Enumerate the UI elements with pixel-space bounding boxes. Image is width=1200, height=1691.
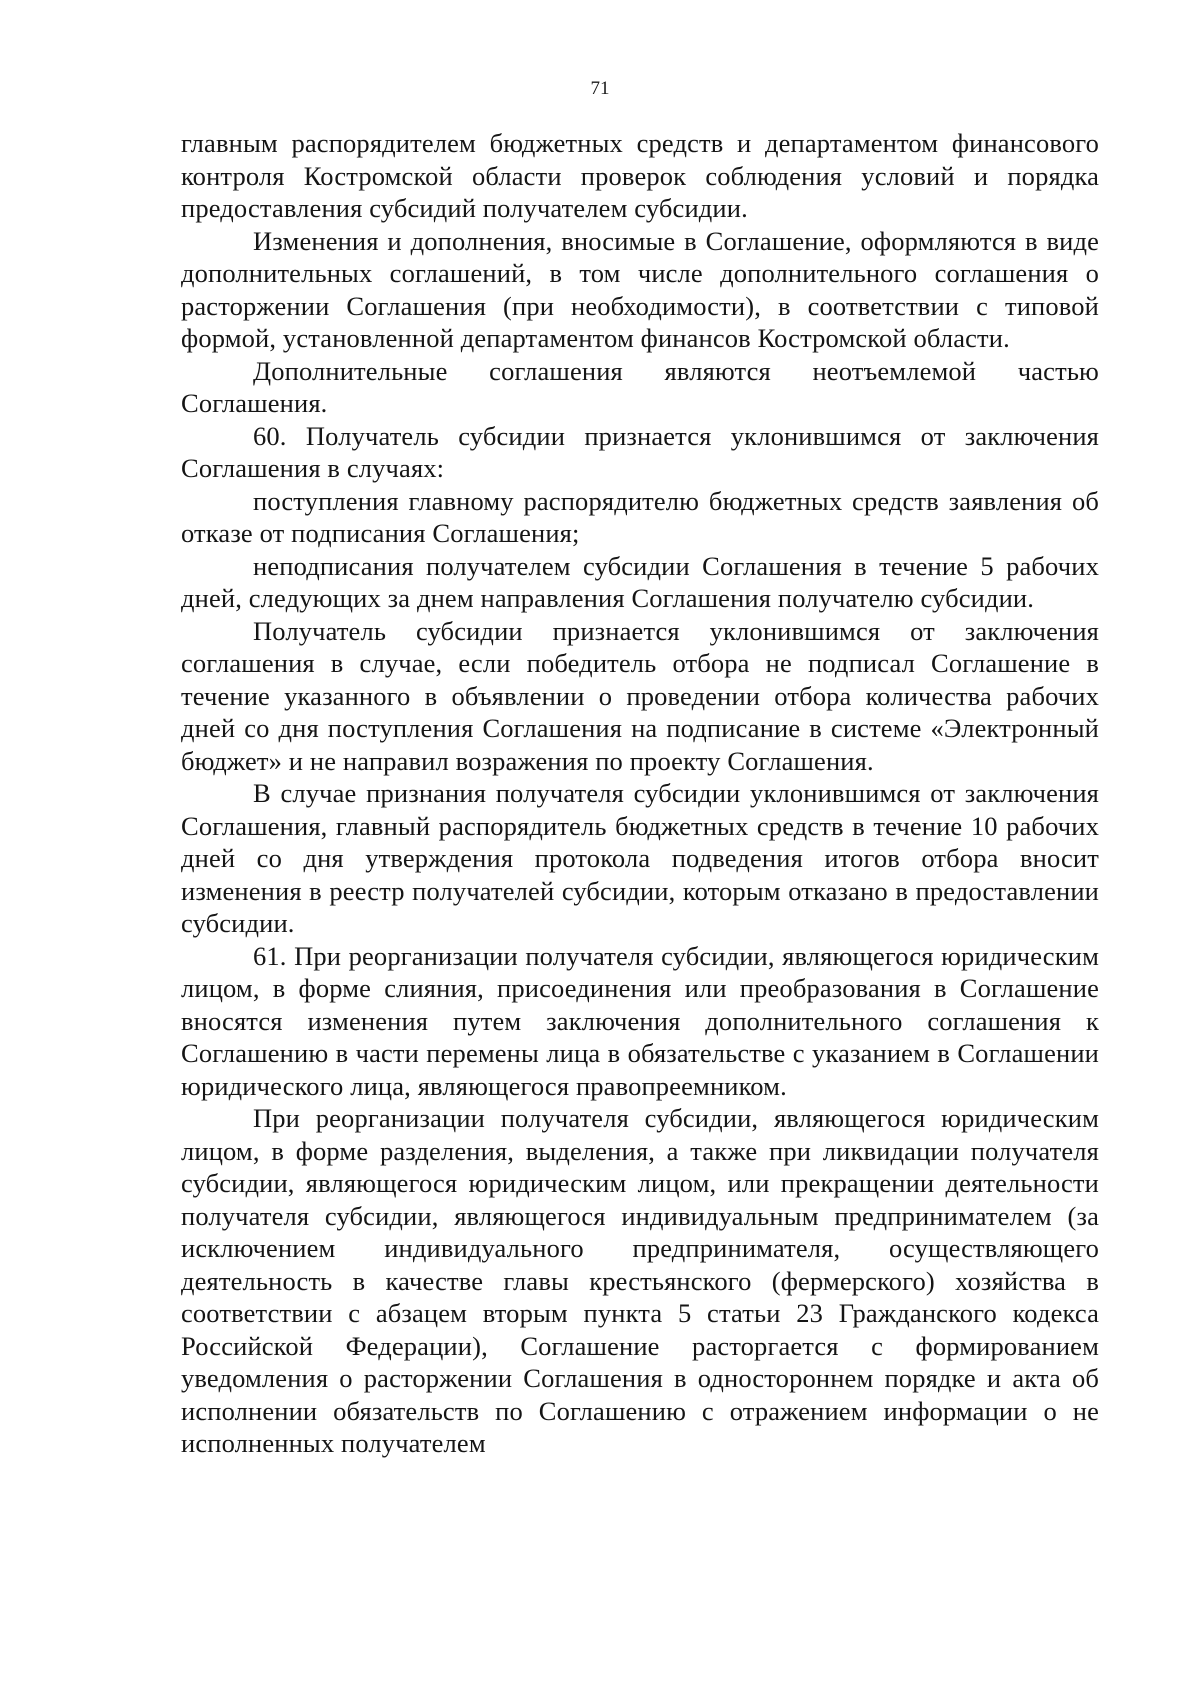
paragraph: В случае признания получателя субсидии уклонившимся от заключения Соглашения, главный распорядитель бюджетных средств в течение 10 рабочих дней со дня утверждения протокола подведения итогов отбора вносит изменения в реестр получателей субсидии, которым отказано в предоставлении субсидии. xyxy=(181,778,1099,938)
paragraph: поступления главному распорядителю бюджетных средств заявления об отказе от подписания Соглашения; xyxy=(181,485,1099,548)
paragraph: Получатель субсидии признается уклонившимся от заключения соглашения в случае, если победитель отбора не подписал Соглашение в течение указанного в объявлении о проведении отбора количества рабочих дней со дня поступления Соглашения на подписание в системе «Электронный бюджет» и не направил возражения по проекту Соглашения. xyxy=(181,615,1099,776)
paragraph: неподписания получателем субсидии Соглашения в течение 5 рабочих дней, следующих за днем направления Соглашения получателю субсидии. xyxy=(181,550,1099,613)
paragraph-item-61: 61. При реорганизации получателя субсидии, являющегося юридическим лицом, в форме слияния, присоединения или преобразования в Соглашение вносятся изменения путем заключения дополнительного соглашения к Соглашению в части перемены лица в обязательстве с указанием в Соглашении юридического лица, являющегося правопреемником. xyxy=(181,940,1099,1101)
document-body xyxy=(181,127,1099,1460)
paragraph: главным распорядителем бюджетных средств и департаментом финансового контроля Костромской области проверок соблюдения условий и порядка предоставления субсидий получателем субсидии. xyxy=(181,128,1099,223)
paragraph: Дополнительные соглашения являются неотъемлемой частью Соглашения. xyxy=(181,355,1099,418)
paragraph-item-60: 60. Получатель субсидии признается уклонившимся от заключения Соглашения в случаях: xyxy=(181,420,1099,483)
paragraph: Изменения и дополнения, вносимые в Соглашение, оформляются в виде дополнительных соглашений, в том числе дополнительного соглашения о расторжении Соглашения (при необходимости), в соответствии с типовой формой, установленной департаментом финансов Костромской области. xyxy=(181,225,1099,353)
page-number: 71 xyxy=(590,78,610,99)
paragraph: При реорганизации получателя субсидии, являющегося юридическим лицом, в форме разделения, выделения, а также при ликвидации получателя субсидии, являющегося юридическим лицом, или прекращении деятельности получателя субсидии, являющегося индивидуальным предпринимателем (за исключением индивидуального предпринимателя, осуществляющего деятельность в качестве главы крестьянского (фермерского) хозяйства в соответствии с абзацем вторым пункта 5 статьи 23 Гражданского кодекса Российской Федерации), Соглашение расторгается с формированием уведомления о расторжении Соглашения в одностороннем порядке и акта об исполнении обязательств по Соглашению с отражением информации о не исполненных получателем xyxy=(181,1103,1099,1458)
